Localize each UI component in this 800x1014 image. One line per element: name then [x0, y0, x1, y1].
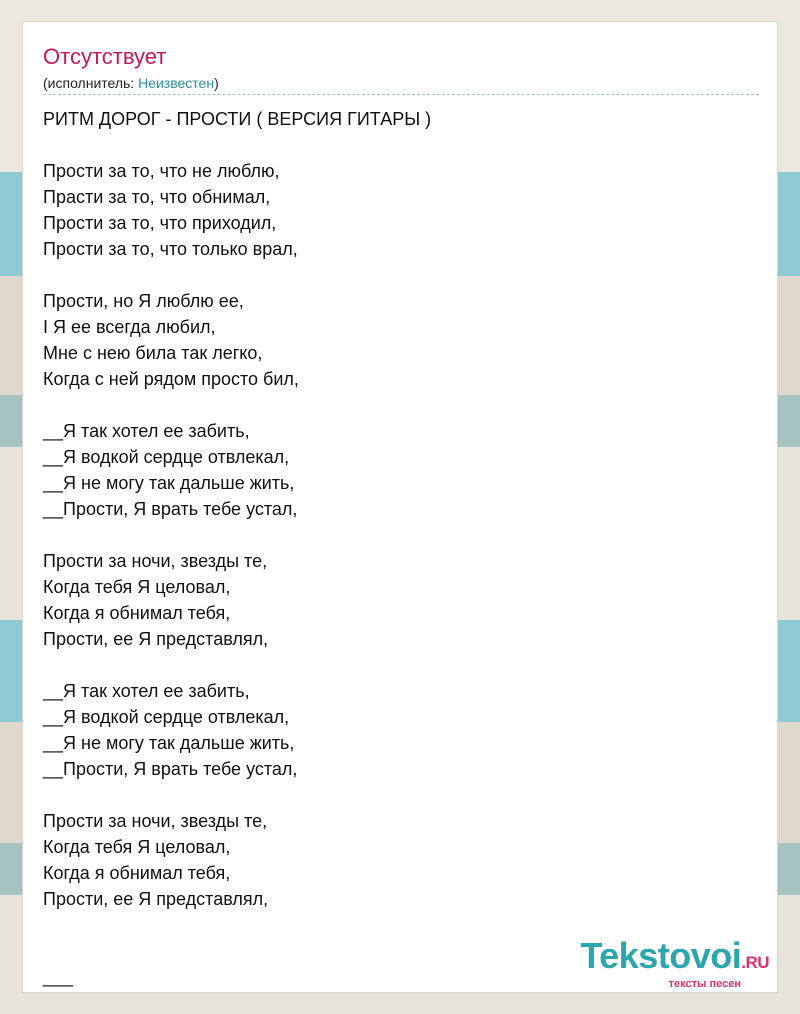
lyric-line: Прости, ее Я представлял,	[43, 889, 269, 909]
logo-tagline: тексты песен	[668, 978, 741, 990]
lyric-line	[43, 782, 431, 808]
lyric-line	[43, 522, 431, 548]
lyrics-card	[22, 21, 778, 993]
song-title: Отсутствует	[43, 44, 167, 69]
artist-prefix: (исполнитель:	[43, 75, 139, 91]
lyric-line	[43, 912, 431, 938]
lyric-line: Когда тебя Я целовал,	[43, 837, 231, 857]
lyric-line: Прости за то, что только врал,	[43, 239, 298, 259]
lyric-line	[43, 392, 431, 418]
artist-line	[43, 75, 219, 91]
artist-link[interactable]: Неизвестен	[138, 75, 215, 91]
lyric-line: __Я не могу так дальше жить,	[43, 733, 295, 753]
lyric-line: Прости за ночи, звезды те,	[43, 551, 268, 571]
lyric-line: Когда тебя Я целовал,	[43, 577, 231, 597]
lyric-line: __Я не могу так дальше жить,	[43, 473, 295, 493]
lyric-line: __Прости, Я врать тебе устал,	[43, 499, 298, 519]
lyric-line: Прости, но Я люблю ее,	[43, 291, 244, 311]
lyric-line: Прости за то, что приходил,	[43, 213, 277, 233]
artist-suffix: )	[214, 75, 219, 91]
lyric-line: Когда я обнимал тебя,	[43, 863, 231, 883]
lyric-line: __Я водкой сердце отвлекал,	[43, 447, 290, 467]
lyric-line: I Я ее всегда любил,	[43, 317, 216, 337]
lyric-line: Прости за ночи, звезды те,	[43, 811, 268, 831]
lyric-line: Прости, ее Я представлял,	[43, 629, 269, 649]
lyrics-text	[43, 106, 431, 990]
logo-tld: .RU	[741, 953, 769, 972]
lyric-line	[43, 938, 431, 964]
lyric-line: __Я так хотел ее забить,	[43, 421, 250, 441]
lyric-line: Прасти за то, что обнимал,	[43, 187, 271, 207]
lyric-line: __Я водкой сердце отвлекал,	[43, 707, 290, 727]
lyric-line: Прости за то, что не люблю,	[43, 161, 280, 181]
lyric-line: Когда я обнимал тебя,	[43, 603, 231, 623]
lyric-line	[43, 262, 431, 288]
lyric-line	[43, 652, 431, 678]
lyric-line	[43, 132, 431, 158]
lyric-line: __Прости, Я врать тебе устал,	[43, 759, 298, 779]
lyric-line: Когда с ней рядом просто бил,	[43, 369, 299, 389]
lyric-line: ___	[43, 967, 74, 987]
title-divider	[43, 94, 759, 95]
site-logo[interactable]	[580, 937, 769, 990]
lyric-line: Мне с нею била так легко,	[43, 343, 263, 363]
lyric-line: __Я так хотел ее забить,	[43, 681, 250, 701]
logo-wordmark: Tekstovoi	[580, 935, 742, 976]
lyric-line: РИТМ ДОРОГ - ПРОСТИ ( ВЕРСИЯ ГИТАРЫ )	[43, 109, 432, 129]
